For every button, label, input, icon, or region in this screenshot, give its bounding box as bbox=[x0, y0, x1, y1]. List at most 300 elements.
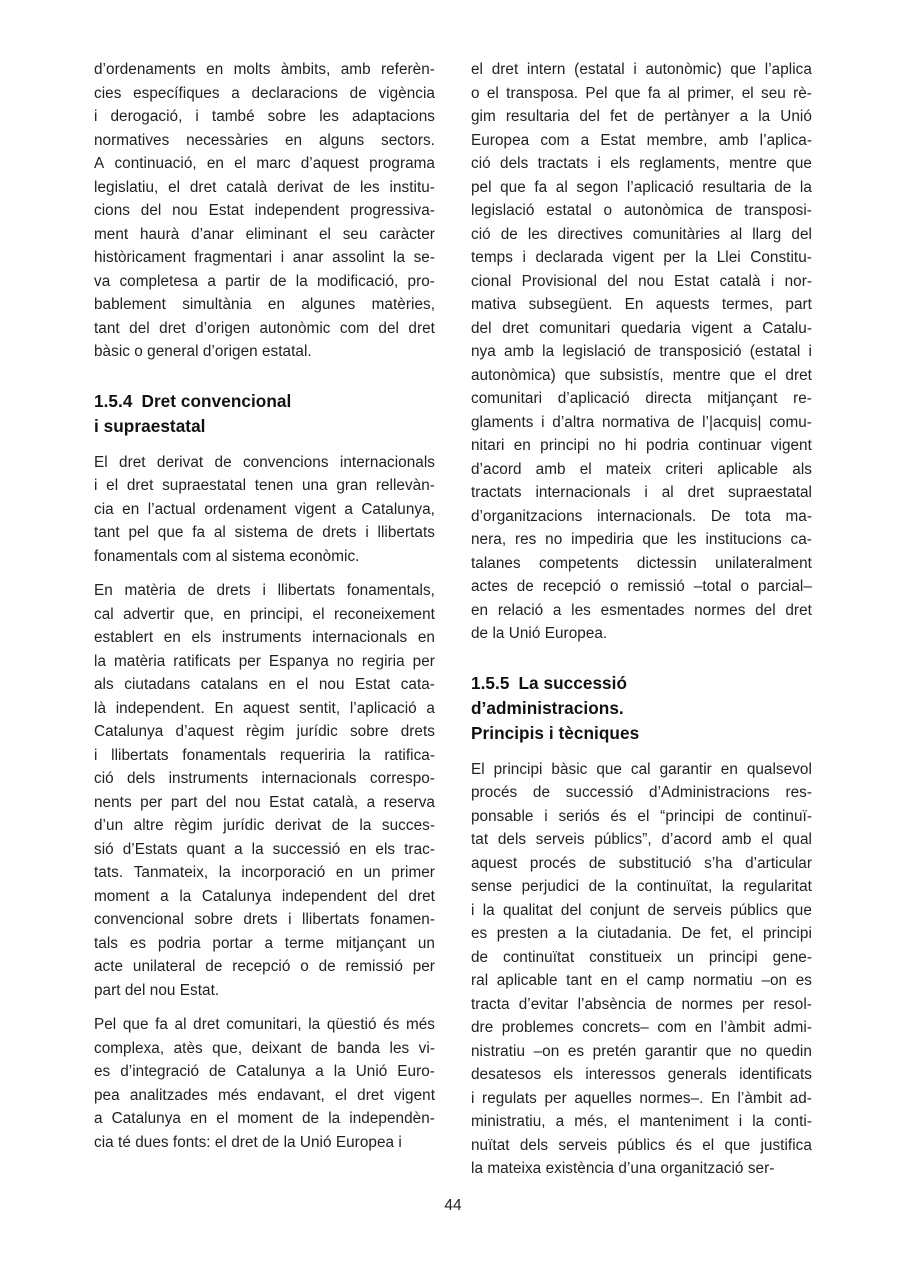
word: serveis bbox=[535, 831, 585, 848]
word: Euro- bbox=[397, 1063, 435, 1080]
word: de bbox=[516, 578, 534, 595]
word: llarg bbox=[752, 225, 782, 243]
text-line bbox=[94, 58, 435, 82]
text-run: cia té dues fonts: el dret de la Unió Europea i bbox=[94, 1133, 402, 1151]
word: aquests bbox=[655, 296, 710, 313]
word: Pel bbox=[94, 1016, 117, 1033]
word: de bbox=[500, 225, 518, 243]
word: banda bbox=[337, 1039, 381, 1057]
word: el bbox=[761, 831, 774, 848]
word: simultània bbox=[182, 296, 252, 313]
word: de bbox=[588, 854, 606, 872]
text-line bbox=[471, 505, 812, 529]
word: continuïtat bbox=[503, 948, 575, 966]
word: bablement bbox=[94, 296, 166, 313]
word: dret bbox=[502, 319, 529, 337]
word: s’ha bbox=[704, 854, 733, 872]
word: jurídic bbox=[296, 723, 338, 740]
word: la bbox=[333, 1063, 346, 1080]
text-line bbox=[94, 199, 435, 223]
word: el bbox=[617, 1113, 630, 1130]
word: la bbox=[542, 343, 555, 360]
word: en bbox=[122, 500, 140, 518]
word: ratificats bbox=[173, 652, 231, 670]
text-line bbox=[471, 781, 812, 805]
word: legislació bbox=[562, 343, 626, 360]
word: en bbox=[206, 61, 224, 78]
word: de bbox=[269, 272, 287, 290]
word: és bbox=[675, 1136, 692, 1154]
word: problemes bbox=[501, 1019, 574, 1036]
word: instruments bbox=[221, 629, 302, 646]
word: establert bbox=[94, 629, 154, 646]
word: un bbox=[417, 934, 435, 952]
word: o bbox=[603, 202, 613, 219]
text-line bbox=[94, 474, 435, 498]
text-line bbox=[94, 1037, 435, 1061]
word: del bbox=[471, 319, 492, 337]
word: ció bbox=[471, 155, 491, 172]
word: que bbox=[614, 84, 641, 102]
word: els bbox=[375, 840, 396, 858]
word: fa bbox=[534, 178, 548, 196]
word: unilateral bbox=[132, 958, 196, 975]
word: no bbox=[740, 1042, 758, 1060]
word: la bbox=[695, 249, 708, 266]
word: i bbox=[808, 343, 812, 360]
word: les bbox=[319, 108, 339, 125]
word: derivat bbox=[274, 817, 322, 834]
word: segon bbox=[576, 178, 619, 196]
text-line bbox=[94, 1107, 435, 1131]
word: Europea bbox=[471, 131, 530, 149]
word: i bbox=[280, 249, 285, 266]
word: transposició bbox=[659, 343, 742, 360]
text-line bbox=[94, 885, 435, 909]
word: tracta bbox=[471, 995, 510, 1013]
word: l’aplicació bbox=[349, 699, 417, 717]
word: mitjançant bbox=[335, 934, 407, 952]
word: un bbox=[363, 864, 381, 881]
word: Estat bbox=[600, 131, 636, 149]
text-line bbox=[471, 317, 812, 341]
word: part bbox=[170, 793, 198, 811]
word: dret bbox=[193, 1016, 220, 1033]
word: a bbox=[580, 131, 590, 149]
word: fa bbox=[647, 84, 661, 102]
word: mentre bbox=[672, 366, 721, 384]
word: En bbox=[711, 1089, 730, 1107]
word: cia bbox=[94, 500, 114, 518]
paragraph-en-materia-de-drets bbox=[94, 579, 435, 1002]
word: en bbox=[285, 131, 303, 149]
text-run: bàsic o general d’origen estatal. bbox=[94, 343, 312, 360]
word: l’actual bbox=[147, 500, 196, 518]
word: que bbox=[642, 531, 669, 548]
word: nya bbox=[471, 343, 496, 360]
text-line bbox=[471, 1087, 812, 1111]
text-line bbox=[471, 1040, 812, 1064]
word: a bbox=[743, 319, 752, 337]
word: de bbox=[655, 995, 673, 1013]
word: el bbox=[334, 1086, 347, 1104]
word: dels bbox=[497, 831, 527, 848]
word: es bbox=[129, 934, 147, 952]
word: pel bbox=[471, 178, 492, 196]
word: interessos bbox=[585, 1066, 656, 1083]
word: qualitat bbox=[502, 901, 553, 919]
word: En bbox=[624, 296, 644, 313]
text-line bbox=[94, 152, 435, 176]
word: la bbox=[758, 108, 771, 125]
word: regiria bbox=[361, 652, 405, 670]
word: primer, bbox=[687, 84, 735, 102]
text-line bbox=[94, 697, 435, 721]
word: que bbox=[500, 178, 526, 196]
word: en bbox=[223, 605, 241, 623]
word: Llei bbox=[716, 249, 741, 266]
word: el bbox=[216, 1110, 229, 1127]
word: cional bbox=[471, 272, 512, 290]
paragraph-ordenaments bbox=[94, 58, 435, 364]
text-line bbox=[471, 58, 812, 82]
word: nuïtat bbox=[471, 1136, 510, 1154]
text-line bbox=[471, 293, 812, 317]
word: dret bbox=[119, 453, 146, 471]
word: conti- bbox=[774, 1113, 812, 1130]
word: normes–. bbox=[639, 1089, 704, 1107]
word: unilateralment bbox=[715, 554, 812, 572]
word: el bbox=[471, 61, 484, 78]
word: i bbox=[94, 746, 98, 764]
word: l’aplica- bbox=[759, 131, 812, 149]
word: nitari bbox=[471, 437, 505, 454]
word: a bbox=[94, 1110, 103, 1127]
word: fonamen- bbox=[369, 911, 435, 928]
heading-1-5-5 bbox=[471, 671, 812, 746]
word: principi bbox=[540, 437, 590, 454]
word: serveis bbox=[673, 901, 722, 919]
word: cies bbox=[94, 84, 122, 102]
word: ciutadania. bbox=[597, 925, 672, 942]
word: ponsable bbox=[471, 807, 534, 825]
word: portar bbox=[212, 934, 253, 952]
text-line bbox=[94, 626, 435, 650]
word: dre bbox=[471, 1019, 494, 1036]
word: independent bbox=[281, 887, 367, 905]
word: i bbox=[94, 108, 98, 125]
text-line bbox=[471, 622, 812, 646]
word: per bbox=[663, 249, 686, 266]
word: institucions bbox=[705, 531, 782, 548]
text-line bbox=[94, 955, 435, 979]
word: temps bbox=[471, 249, 513, 266]
word: fa bbox=[155, 1016, 168, 1033]
text-line bbox=[94, 545, 435, 569]
word: no bbox=[545, 531, 563, 548]
word: de bbox=[637, 108, 655, 125]
word: que bbox=[786, 901, 812, 919]
word: d’ordenaments bbox=[94, 61, 196, 78]
text-line bbox=[94, 908, 435, 932]
word: molts bbox=[233, 61, 271, 78]
word: tenen bbox=[254, 477, 294, 494]
word: remissió bbox=[627, 578, 685, 595]
text-line bbox=[94, 270, 435, 294]
word: la bbox=[251, 840, 264, 858]
word: marc bbox=[256, 155, 291, 172]
word: Catalunya bbox=[236, 1063, 306, 1080]
word: Unió bbox=[780, 108, 812, 125]
word: i bbox=[544, 807, 548, 825]
word: que bbox=[729, 366, 756, 384]
heading-line: Principis i tècniques bbox=[471, 722, 640, 743]
word: als bbox=[94, 676, 114, 693]
word: en bbox=[349, 840, 367, 858]
word: a bbox=[344, 500, 353, 518]
word: membre, bbox=[646, 131, 708, 149]
word: Estat bbox=[355, 676, 391, 693]
word: al bbox=[668, 84, 681, 102]
word: de bbox=[349, 84, 367, 102]
word: internacionals. bbox=[596, 507, 697, 525]
word: comu- bbox=[769, 413, 812, 431]
word: d’aquest bbox=[175, 723, 234, 740]
word: justifica bbox=[760, 1136, 812, 1154]
word: glaments bbox=[471, 413, 534, 431]
word: més bbox=[217, 1086, 248, 1104]
word: dret bbox=[687, 484, 715, 501]
word: del bbox=[378, 319, 399, 337]
word: terme bbox=[284, 934, 325, 952]
word: ad- bbox=[789, 1089, 812, 1107]
word: recepció bbox=[232, 958, 291, 975]
word: i bbox=[644, 484, 648, 501]
word: de bbox=[471, 948, 489, 966]
text-line bbox=[471, 899, 812, 923]
text-line bbox=[471, 852, 812, 876]
heading-line: i supraestatal bbox=[94, 415, 206, 436]
word: el bbox=[637, 807, 650, 825]
word: se- bbox=[413, 249, 435, 266]
word: Catalunya bbox=[201, 887, 272, 905]
word: dret bbox=[491, 61, 519, 78]
word: i bbox=[471, 901, 475, 919]
word: llibertats bbox=[277, 582, 336, 599]
word: de bbox=[318, 958, 336, 975]
word: dels bbox=[519, 1136, 549, 1154]
word: la bbox=[308, 1016, 321, 1033]
word: més, bbox=[574, 1113, 608, 1130]
word: del bbox=[607, 272, 628, 290]
word: en bbox=[268, 676, 286, 693]
word: i bbox=[522, 249, 526, 266]
word: Espanya bbox=[268, 652, 329, 670]
word: reglaments, bbox=[639, 155, 720, 172]
word: de bbox=[214, 453, 232, 471]
word: generals bbox=[667, 1066, 727, 1083]
word: Constitu- bbox=[750, 249, 812, 266]
word: la bbox=[393, 249, 406, 266]
two-column-body bbox=[94, 58, 812, 1177]
text-line bbox=[94, 223, 435, 247]
word: els bbox=[553, 1066, 574, 1083]
word: quedin bbox=[765, 1042, 812, 1060]
word: una bbox=[301, 477, 328, 494]
word: les bbox=[676, 531, 697, 548]
word: que bbox=[122, 1016, 149, 1033]
word: cions bbox=[94, 202, 130, 219]
word: més bbox=[405, 1016, 435, 1033]
word: o bbox=[300, 958, 309, 975]
word: instruments bbox=[168, 770, 249, 787]
word: (estatal bbox=[749, 343, 801, 360]
word: là bbox=[94, 699, 107, 717]
word: ordenament bbox=[204, 500, 287, 518]
text-line bbox=[94, 1060, 435, 1084]
text-line bbox=[471, 129, 812, 153]
heading-number: 1.5.4 bbox=[94, 390, 133, 411]
word: a bbox=[264, 934, 273, 952]
word: públics”, bbox=[594, 831, 652, 848]
text-line bbox=[94, 317, 435, 341]
word: derogació, bbox=[110, 108, 183, 125]
word: es bbox=[471, 925, 488, 942]
word: deixant bbox=[251, 1039, 302, 1057]
word: que bbox=[596, 760, 622, 778]
word: desatesos bbox=[471, 1066, 542, 1083]
text-line bbox=[94, 791, 435, 815]
word: concrets– bbox=[582, 1019, 649, 1036]
text-line bbox=[94, 979, 435, 1003]
word: endavant, bbox=[257, 1086, 325, 1104]
word: de bbox=[333, 178, 351, 196]
word: resultaria bbox=[505, 108, 570, 125]
word: successió bbox=[272, 840, 341, 858]
word: supraestatal bbox=[162, 477, 247, 494]
word: comunitari bbox=[471, 390, 543, 407]
word: sectors. bbox=[381, 131, 435, 149]
word: pretén bbox=[592, 1042, 637, 1060]
word: declarada bbox=[535, 249, 604, 266]
word: ma- bbox=[785, 507, 812, 525]
word: a bbox=[426, 699, 435, 717]
heading-number: 1.5.5 bbox=[471, 672, 510, 693]
word: que, bbox=[183, 605, 214, 623]
word: anar bbox=[292, 249, 324, 266]
word: regulats bbox=[482, 1089, 537, 1107]
word: quant bbox=[186, 840, 226, 858]
word: nera, bbox=[471, 531, 507, 548]
text-line bbox=[471, 993, 812, 1017]
word: com bbox=[657, 1019, 687, 1036]
word: d’Administracions bbox=[649, 784, 770, 801]
word: per bbox=[544, 1089, 567, 1107]
word: en bbox=[206, 155, 224, 172]
word: institu- bbox=[389, 178, 435, 196]
word: de bbox=[774, 178, 792, 196]
word: fragmentari bbox=[194, 249, 273, 266]
word: els bbox=[610, 155, 630, 172]
word: A bbox=[94, 155, 105, 172]
word: tractats bbox=[471, 484, 522, 501]
text-line bbox=[471, 1110, 812, 1134]
word: normatiu bbox=[692, 972, 753, 989]
text-line bbox=[471, 805, 812, 829]
word: internacionals bbox=[339, 453, 435, 471]
word: a bbox=[739, 108, 749, 125]
word: per bbox=[412, 652, 435, 670]
word: també bbox=[211, 108, 255, 125]
word: l’absència bbox=[577, 995, 647, 1013]
word: a bbox=[552, 601, 562, 619]
word: en bbox=[694, 1019, 712, 1036]
word: seu bbox=[761, 84, 786, 102]
text-line bbox=[94, 673, 435, 697]
word: la bbox=[359, 817, 372, 834]
word: El bbox=[471, 760, 485, 778]
heading-1-5-4 bbox=[94, 389, 435, 439]
text-line bbox=[94, 82, 435, 106]
word: dret bbox=[159, 319, 186, 337]
word: un bbox=[676, 948, 694, 966]
word: advertir bbox=[123, 605, 175, 623]
word: vigent bbox=[612, 249, 654, 266]
word: parcial– bbox=[757, 578, 812, 595]
word: legislació bbox=[471, 202, 535, 219]
word: de bbox=[715, 202, 733, 219]
word: directives bbox=[557, 225, 623, 243]
word: algunes bbox=[301, 296, 356, 313]
word: –total bbox=[693, 578, 732, 595]
word: fa bbox=[192, 524, 206, 541]
word: Pel bbox=[585, 84, 608, 102]
word: específiques bbox=[133, 84, 220, 102]
text-line bbox=[471, 1134, 812, 1158]
word: adaptacions bbox=[351, 108, 435, 125]
word: ment bbox=[94, 225, 129, 243]
word: és bbox=[383, 1016, 400, 1033]
word: del bbox=[791, 225, 812, 243]
word: no bbox=[598, 437, 616, 454]
word: remissió bbox=[345, 958, 403, 975]
word: i bbox=[597, 155, 601, 172]
text-line bbox=[471, 969, 812, 993]
word: resol- bbox=[773, 995, 812, 1013]
text-line bbox=[94, 838, 435, 862]
word: que bbox=[730, 61, 757, 78]
word: Catalu- bbox=[762, 319, 812, 337]
word: per bbox=[238, 652, 261, 670]
word: acte bbox=[94, 958, 124, 975]
word: és bbox=[610, 807, 627, 825]
word: o bbox=[740, 578, 750, 595]
text-line bbox=[94, 603, 435, 627]
word: vigent bbox=[770, 437, 812, 454]
text-line bbox=[471, 199, 812, 223]
word: cal bbox=[630, 760, 651, 778]
word: d’un bbox=[94, 817, 124, 834]
word: principi, bbox=[249, 605, 304, 623]
word: del bbox=[129, 319, 150, 337]
word: qüestió bbox=[326, 1016, 377, 1033]
word: alguns bbox=[318, 131, 365, 149]
word: va bbox=[94, 272, 111, 290]
word: De bbox=[681, 925, 701, 942]
word: del bbox=[140, 202, 162, 219]
word: autonòmic bbox=[259, 319, 331, 337]
word: moment bbox=[237, 1110, 293, 1127]
